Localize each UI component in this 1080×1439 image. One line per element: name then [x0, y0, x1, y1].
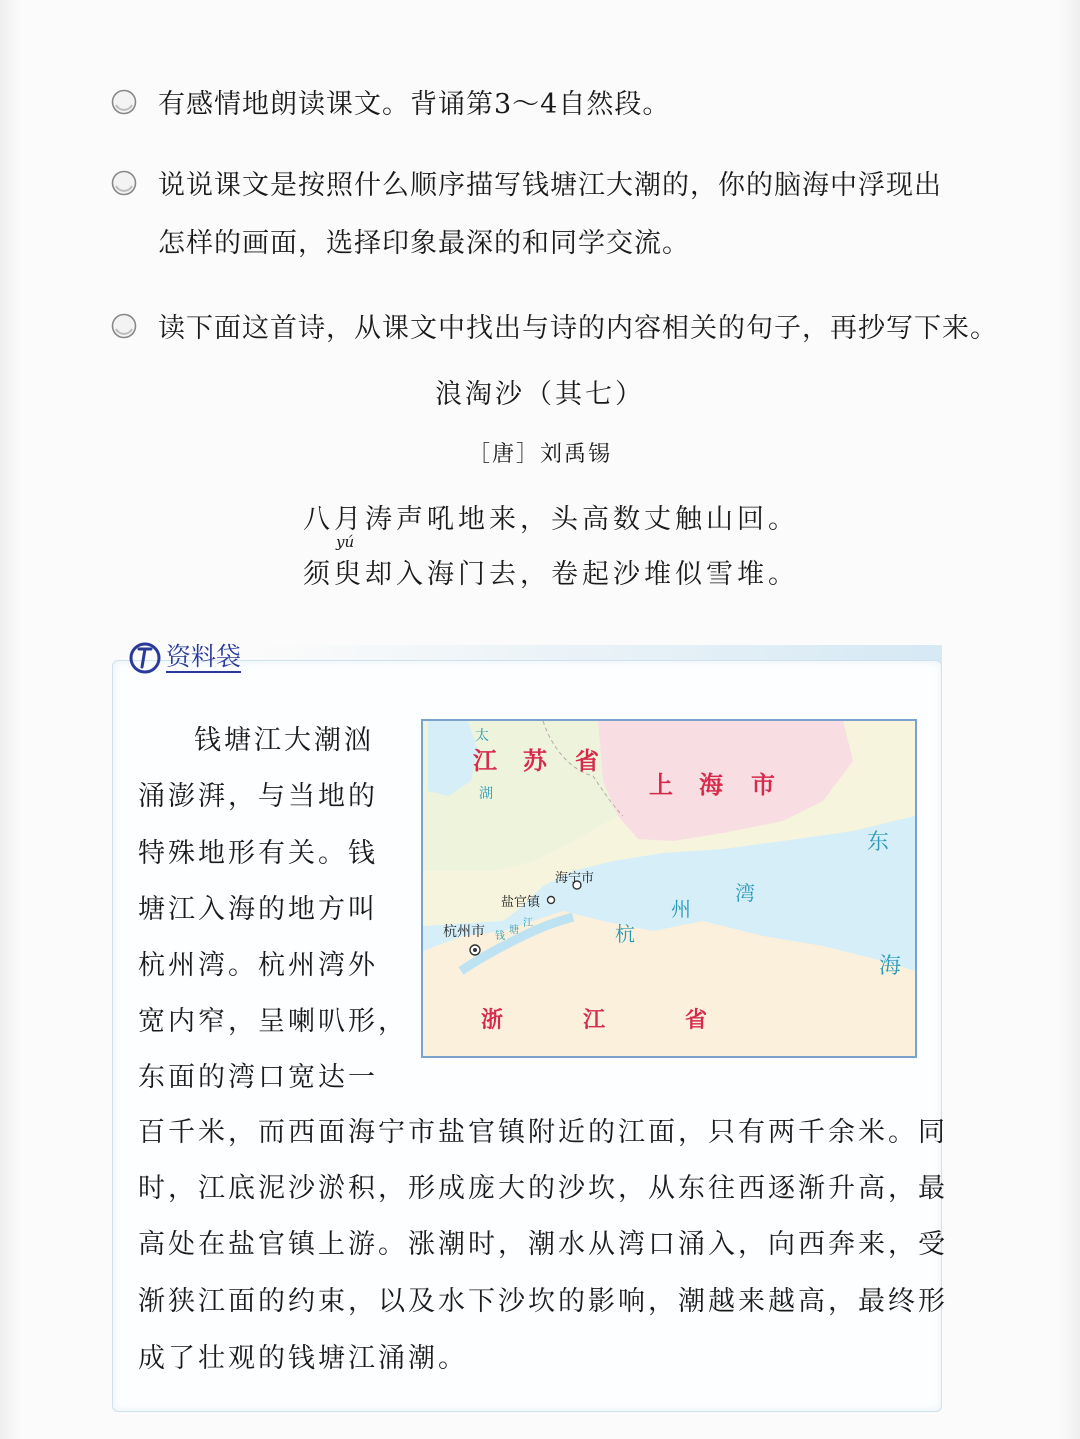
map-label-zhejiang-1: 浙 [481, 1007, 504, 1033]
info-badge [128, 638, 241, 678]
info-badge-label: 资料袋 [166, 642, 242, 672]
poem-author: ［唐］刘禹锡 [467, 442, 612, 467]
map-label-shanghai-1: 上 [649, 770, 673, 799]
map-label-shanghai-3: 市 [751, 770, 775, 799]
info-text-line: 宽内窄，呈喇叭形， [138, 1006, 408, 1037]
map-label-taihu-2: 湖 [479, 786, 493, 802]
info-bag-icon [128, 641, 162, 675]
info-text-line: 高处在盐官镇上游。涨潮时，潮水从湾口涌入，向西奔来，受 [138, 1229, 948, 1260]
map-label-hangzhou: 杭州市 [443, 924, 485, 940]
map-label-jiangsu-1: 江 [473, 746, 497, 775]
map-label-bay-1: 杭 [615, 922, 635, 946]
map-label-jiangsu-2: 苏 [523, 746, 547, 775]
map-label-river-2: 塘 [509, 925, 519, 936]
map-label-zhejiang-3: 省 [685, 1007, 708, 1033]
pinyin-annotation: yú [336, 533, 355, 551]
poem-line-1: 八月涛声吼地来，头高数丈触山回。 [303, 504, 799, 535]
question-1-line-1: 有感情地朗读课文。背诵第3～4自然段。 [158, 89, 671, 120]
circle-bullet-icon [110, 169, 138, 197]
info-text-line: 渐狭江面的约束，以及水下沙坎的影响，潮越来越高，最终形 [138, 1286, 948, 1317]
info-text-line: 特殊地形有关。钱 [138, 838, 378, 869]
info-text-line: 杭州湾。杭州湾外 [138, 950, 378, 981]
info-text-line: 成了壮观的钱塘江涌潮。 [138, 1343, 468, 1374]
question-3-line-1: 读下面这首诗，从课文中找出与诗的内容相关的句子，再抄写下来。 [158, 313, 998, 344]
map-label-zhejiang-2: 江 [583, 1007, 606, 1033]
yanguan-marker [548, 897, 555, 904]
page-edge-right [1058, 0, 1080, 1439]
map-label-bay-2: 州 [671, 897, 691, 921]
map-label-yanguan: 盐官镇 [501, 895, 541, 910]
info-text-line: 钱塘江大潮汹 [194, 725, 374, 756]
question-2-line-2: 怎样的画面，选择印象最深的和同学交流。 [158, 228, 690, 259]
info-text-line: 涌澎湃，与当地的 [138, 781, 378, 812]
map-label-donghai-2: 海 [879, 954, 902, 979]
info-text-line: 百千米，而西面海宁市盐官镇附近的江面，只有两千余米。同 [138, 1117, 948, 1148]
map-label-haining: 海宁市 [555, 871, 595, 886]
circle-bullet-icon [110, 88, 138, 116]
map-label-river-3: 江 [523, 918, 533, 929]
poem-line-2: 须臾却入海门去，卷起沙堆似雪堆。 [303, 559, 799, 590]
info-text-line: 东面的湾口宽达一 [138, 1062, 378, 1093]
poem-title: 浪淘沙（其七） [435, 379, 645, 410]
map-label-taihu-1: 太 [475, 728, 489, 744]
hangzhou-bay-map [421, 719, 917, 1058]
map-label-jiangsu-3: 省 [575, 746, 599, 775]
question-2-line-1: 说说课文是按照什么顺序描写钱塘江大潮的，你的脑海中浮现出 [158, 170, 942, 201]
page-edge-left [0, 0, 22, 1439]
circle-bullet-icon [110, 312, 138, 340]
map-label-river-1: 钱 [495, 931, 505, 942]
map-label-donghai-1: 东 [867, 830, 890, 855]
map-label-shanghai-2: 海 [699, 770, 723, 799]
info-text-line: 时，江底泥沙淤积，形成庞大的沙坎，从东往西逐渐升高，最 [138, 1173, 948, 1204]
info-text-line: 塘江入海的地方叫 [138, 894, 378, 925]
map-label-bay-3: 湾 [735, 881, 755, 905]
